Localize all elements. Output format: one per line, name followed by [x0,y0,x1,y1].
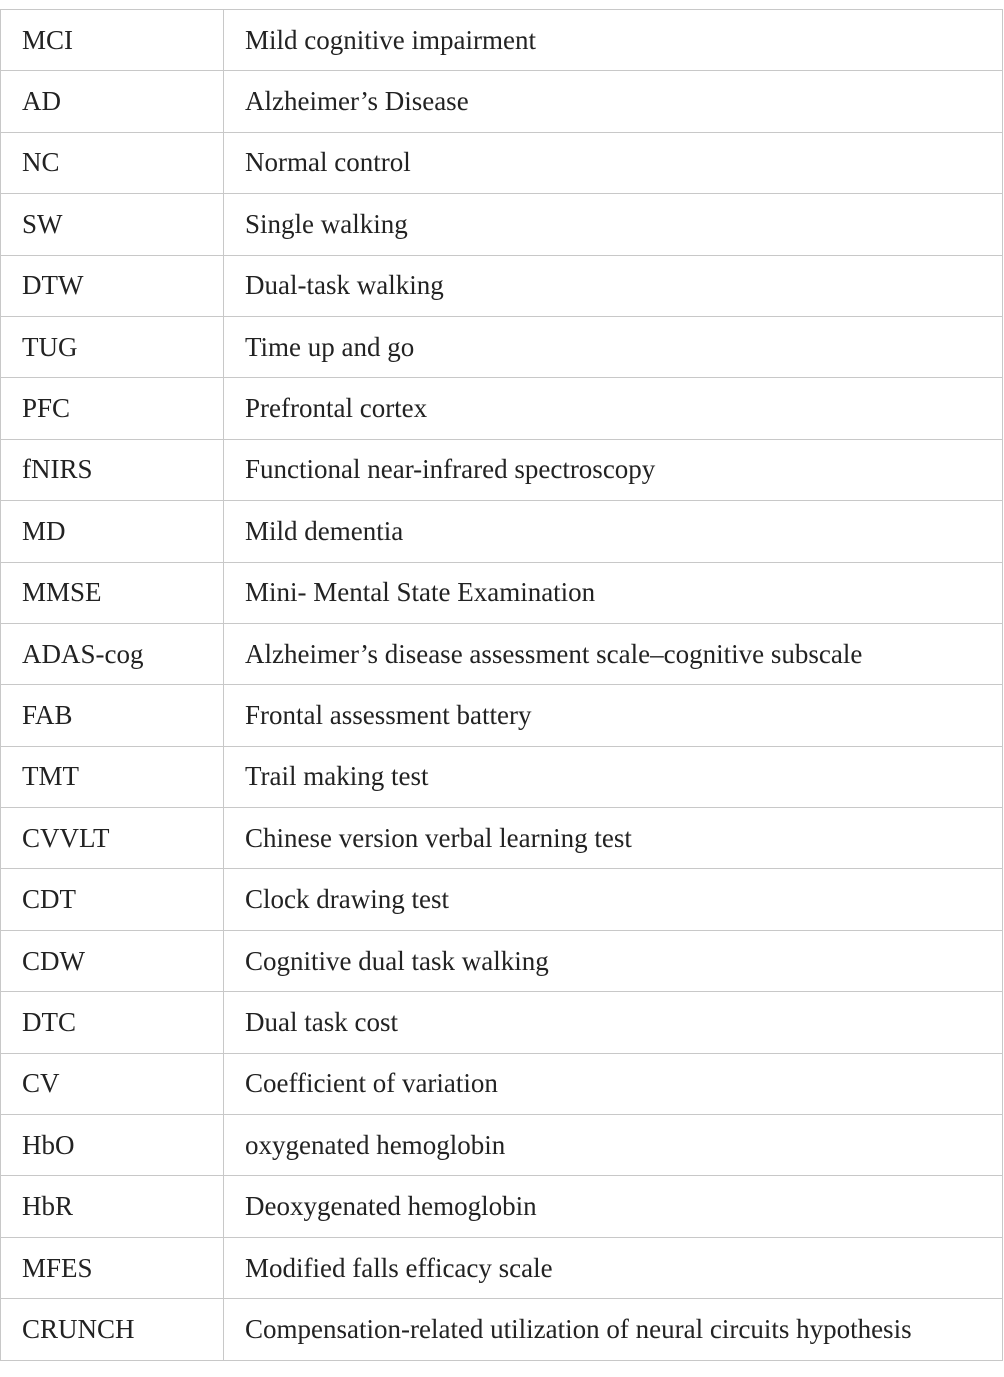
table-row [1,930,1003,991]
definition-cell: Trail making test [224,746,1003,807]
table-row [1,378,1003,439]
abbreviation-cell: DTW [1,255,224,316]
table-row [1,10,1003,71]
table-row [1,316,1003,377]
abbreviation-cell: fNIRS [1,439,224,500]
definition-cell: Time up and go [224,316,1003,377]
table-row [1,501,1003,562]
abbreviation-cell: CDT [1,869,224,930]
abbreviation-cell: MD [1,501,224,562]
table-row [1,194,1003,255]
abbreviation-cell: SW [1,194,224,255]
definition-cell: Modified falls efficacy scale [224,1237,1003,1298]
abbreviation-cell: HbR [1,1176,224,1237]
table-row [1,685,1003,746]
abbreviation-cell: FAB [1,685,224,746]
definition-cell: oxygenated hemoglobin [224,1115,1003,1176]
abbreviations-table-body [1,10,1003,1361]
abbreviation-cell: NC [1,132,224,193]
definition-cell: Mild dementia [224,501,1003,562]
definition-cell: Dual task cost [224,992,1003,1053]
table-row [1,439,1003,500]
abbreviation-cell: MCI [1,10,224,71]
abbreviation-cell: ADAS-cog [1,623,224,684]
table-row [1,992,1003,1053]
definition-cell: Compensation-related utilization of neural circuits hypothesis [224,1299,1003,1360]
table-row [1,808,1003,869]
table-row [1,1237,1003,1298]
table-row [1,869,1003,930]
abbreviation-cell: MFES [1,1237,224,1298]
table-row [1,1115,1003,1176]
abbreviation-cell: PFC [1,378,224,439]
definition-cell: Cognitive dual task walking [224,930,1003,991]
definition-cell: Single walking [224,194,1003,255]
abbreviation-cell: CRUNCH [1,1299,224,1360]
definition-cell: Functional near-infrared spectroscopy [224,439,1003,500]
table-row [1,132,1003,193]
table-row [1,1053,1003,1114]
definition-cell: Alzheimer’s disease assessment scale–cognitive subscale [224,623,1003,684]
definition-cell: Frontal assessment battery [224,685,1003,746]
abbreviation-cell: CV [1,1053,224,1114]
abbreviation-cell: DTC [1,992,224,1053]
definition-cell: Deoxygenated hemoglobin [224,1176,1003,1237]
table-row [1,255,1003,316]
table-row [1,1176,1003,1237]
definition-cell: Clock drawing test [224,869,1003,930]
table-row [1,1299,1003,1360]
abbreviation-cell: MMSE [1,562,224,623]
table-row [1,71,1003,132]
abbreviation-cell: TMT [1,746,224,807]
definition-cell: Chinese version verbal learning test [224,808,1003,869]
definition-cell: Mini- Mental State Examination [224,562,1003,623]
definition-cell: Mild cognitive impairment [224,10,1003,71]
abbreviation-cell: HbO [1,1115,224,1176]
definition-cell: Normal control [224,132,1003,193]
abbreviation-cell: CDW [1,930,224,991]
table-row [1,562,1003,623]
definition-cell: Coefficient of variation [224,1053,1003,1114]
abbreviation-cell: TUG [1,316,224,377]
table-row [1,623,1003,684]
abbreviation-cell: CVVLT [1,808,224,869]
definition-cell: Dual-task walking [224,255,1003,316]
table-row [1,746,1003,807]
definition-cell: Prefrontal cortex [224,378,1003,439]
abbreviations-table [0,9,1003,1361]
definition-cell: Alzheimer’s Disease [224,71,1003,132]
abbreviation-cell: AD [1,71,224,132]
